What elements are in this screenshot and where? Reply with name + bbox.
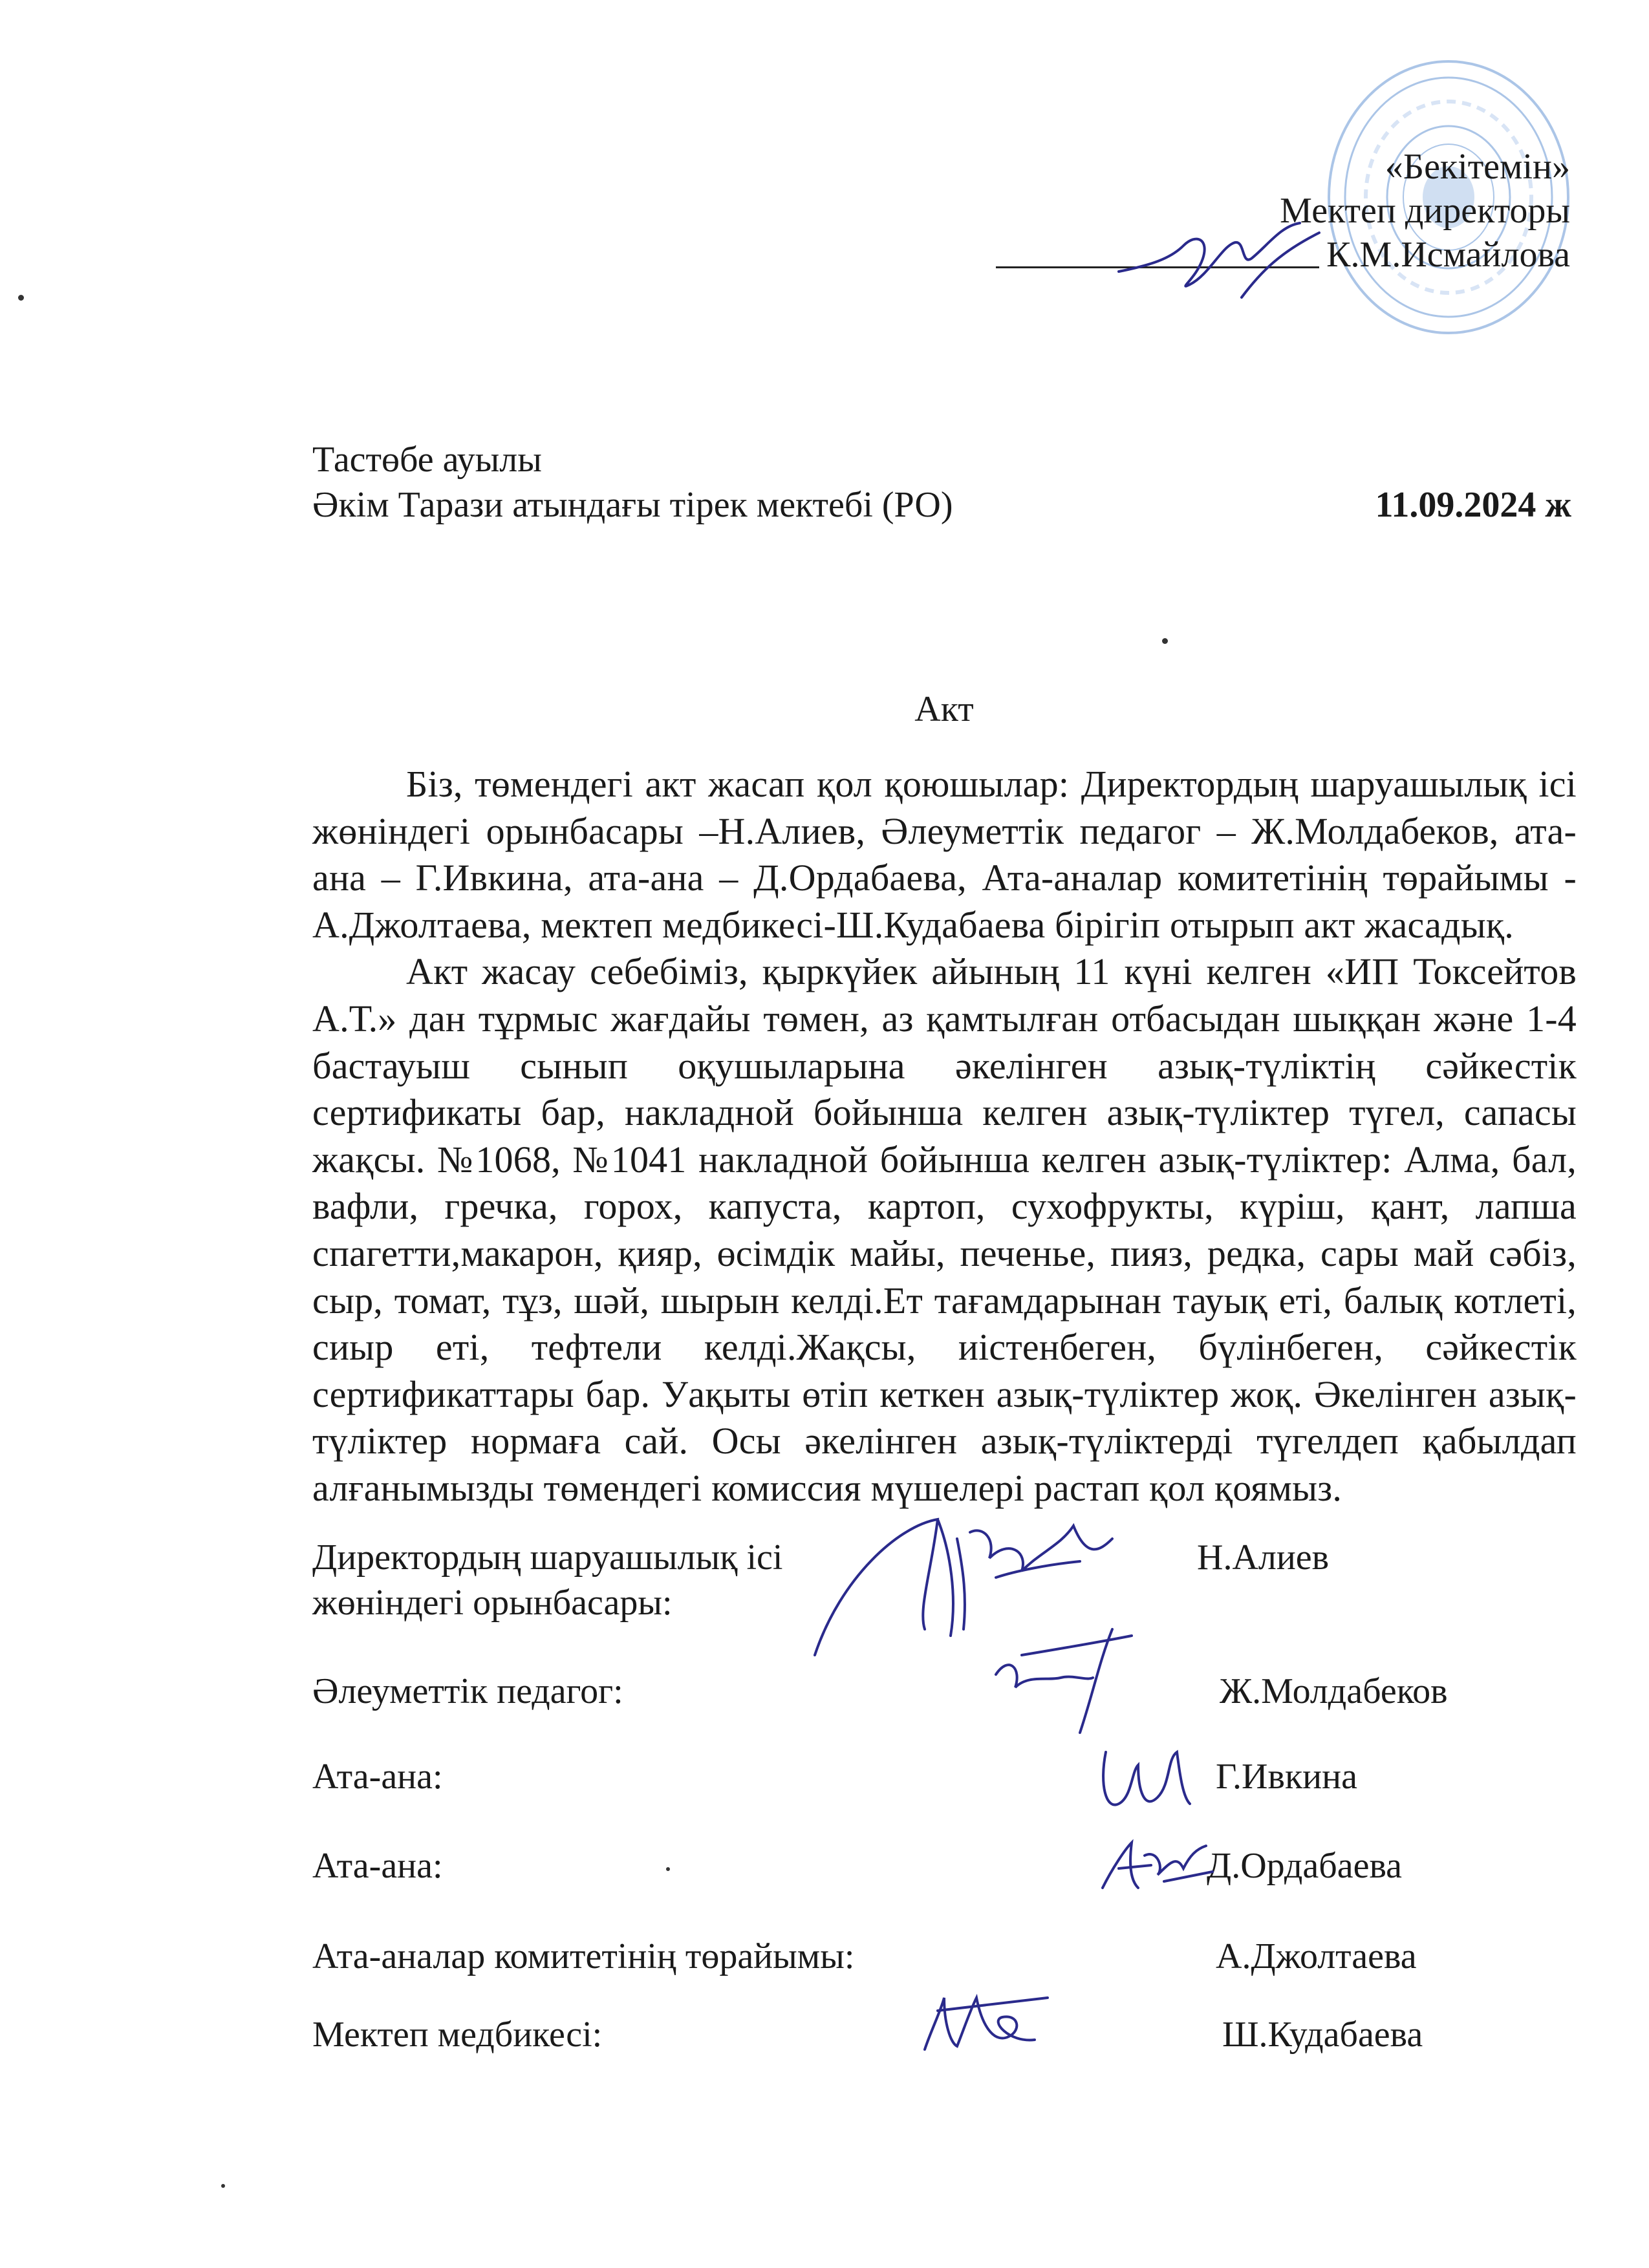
signatory-name-4: Д.Ордабаева <box>1207 1846 1403 1886</box>
signature-kudabaeva <box>905 1978 1061 2062</box>
signatory-role-2: Әлеуметтік педагог: <box>312 1671 623 1711</box>
signature-ivkina <box>1093 1733 1209 1823</box>
signatory-role-5: Ата-аналар комитетінің төрайымы: <box>312 1936 855 1976</box>
signatory-name-1: Н.Алиев <box>1197 1537 1330 1578</box>
signatory-role-4: Ата-ана: <box>312 1846 443 1886</box>
scan-speck <box>18 295 24 301</box>
approval-title: «Бекітемін» <box>1385 147 1570 187</box>
signatory-role-1a: Директордың шаруашылық ісі <box>312 1537 783 1578</box>
document-date: 11.09.2024 ж <box>1375 485 1571 525</box>
act-body <box>312 761 1577 1512</box>
signatory-role-1b: жөніндегі орынбасары: <box>312 1583 673 1623</box>
signatory-role-6: Мектеп медбикесі: <box>312 2015 603 2055</box>
director-signature <box>1112 220 1326 310</box>
scan-speck <box>221 2184 225 2188</box>
signatory-name-2: Ж.Молдабеков <box>1220 1671 1448 1711</box>
act-paragraph-1: Біз, төмендегі акт жасап қол қоюшылар: Директордың шаруашылық ісі жөніндегі орынбасары –Н.Алиев, Әлеуметтік педагог – Ж.Молдабеков, ата-ана – Г.Ивкина, ата-ана – Д.Ордабаева, Ата-аналар комитетінің төрайымы - А.Джолтаева, мектеп медбикесі-Ш.Кудабаева бірігіп отырып акт жасадық. <box>312 763 1577 946</box>
scan-speck <box>1162 638 1168 644</box>
approval-name: К.М.Исмайлова <box>1326 235 1570 275</box>
approval-position: Мектеп директоры <box>1280 191 1570 231</box>
signatory-name-6: Ш.Кудабаева <box>1222 2015 1423 2055</box>
village-name: Тастөбе ауылы <box>312 440 542 480</box>
signature-moldabekov <box>983 1616 1138 1739</box>
signatory-name-5: А.Джолтаева <box>1216 1936 1417 1976</box>
school-name: Әкім Тарази атындағы тірек мектебі (РО) <box>312 485 953 525</box>
signature-ordabaeva <box>1093 1830 1216 1901</box>
signatory-role-3: Ата-ана: <box>312 1757 443 1797</box>
scan-speck <box>666 1867 670 1871</box>
act-paragraph-2: Акт жасау себебіміз, қыркүйек айының 11 күні келген «ИП Токсейтов А.Т.» дан тұрмыс жағдайы төмен, аз қамтылған отбасыдан шыққан және 1-4 бастауыш сынып оқушыларына әкелінген азық-түліктің сәйкестік сертификаты бар, накладной бойынша келген азық-түліктер түгел, сапасы жақсы. №1068, №1041 накладной бойынша келген азық-түліктер: Алма, бал, вафли, гречка, горох, капуста, картоп, сухофрукты, күріш, қант, лапша спагетти,макарон, қияр, өсімдік майы, печенье, пияз, редка, сары май сәбіз, сыр, томат, тұз, шәй, шырын келді.Ет тағамдарынан тауық еті, балық котлеті, сиыр еті, тефтели келді.Жақсы, иістенбеген, бүлінбеген, сәйкестік сертификаттары бар. Уақыты өтіп кеткен азық-түліктер жоқ. Әкелінген азық-түліктер нормаға сай. Осы әкелінген азық-түліктерді түгелдеп қабылдап алғанымызды төмендегі комиссия мүшелері растап қол қоямыз. <box>312 950 1577 1509</box>
document-title: Акт <box>914 689 974 729</box>
signatory-name-3: Г.Ивкина <box>1216 1757 1357 1797</box>
